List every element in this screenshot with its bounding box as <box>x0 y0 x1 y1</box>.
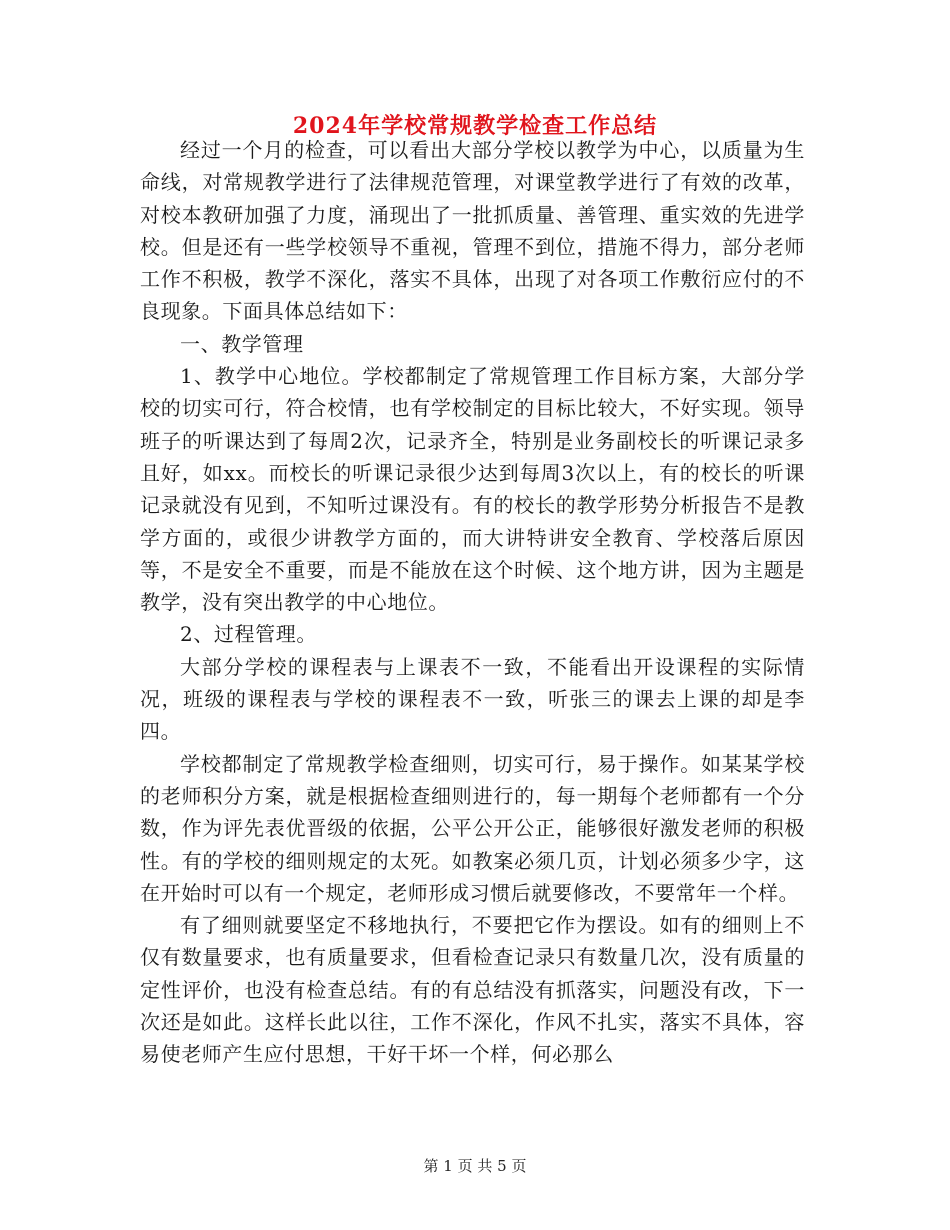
paragraph: 学校都制定了常规教学检查细则，切实可行，易于操作。如某某学校的老师积分方案，就是根据检查细则进行的，每一期每个老师都有一个分数，作为评先表优晋级的依据，公平公开公正，能够很好激发老师的积极性。有的学校的细则规定的太死。如教案必须几页，计划必须多少字，这在开始时可以有一个规定，老师形成习惯后就要修改，不要常年一个样。 <box>140 751 805 905</box>
subsection-heading: 2、过程管理。 <box>180 622 317 647</box>
section-heading: 一、教学管理 <box>180 331 304 356</box>
paragraph: 1、教学中心地位。学校都制定了常规管理工作目标方案，大部分学校的切实可行，符合校情，也有学校制定的目标比较大，不好实现。领导班子的听课达到了每周2次，记录齐全，特别是业务副校长的听课记录多且好，如xx。而校长的听课记录很少达到每周3次以上，有的校长的听课记录就没有见到，不知听过课没有。有的校长的教学形势分析报告不是教学方面的，或很少讲教学方面的，而大讲特讲安全教育、学校落后原因等，不是安全不重要，而是不能放在这个时候、这个地方讲，因为主题是教学，没有突出教学的中心地位。 <box>140 364 805 615</box>
document-body <box>140 134 805 1071</box>
document-title: 2024年学校常规教学检查工作总结 <box>292 113 658 139</box>
paragraph: 大部分学校的课程表与上课表不一致，不能看出开设课程的实际情况，班级的课程表与学校的课程表不一致，听张三的课去上课的却是李四。 <box>140 654 805 744</box>
paragraph: 有了细则就要坚定不移地执行，不要把它作为摆设。如有的细则上不仅有数量要求，也有质量要求，但看检查记录只有数量几次，没有质量的定性评价，也没有检查总结。有的有总结没有抓落实，问题没有改，下一次还是如此。这样长此以往，工作不深化，作风不扎实，落实不具体，容易使老师产生应付思想，干好干坏一个样，何必那么 <box>140 913 805 1067</box>
paragraph-intro: 经过一个月的检查，可以看出大部分学校以教学为中心，以质量为生命线，对常规教学进行了法律规范管理，对课堂教学进行了有效的改革，对校本教研加强了力度，涌现出了一批抓质量、善管理、重实效的先进学校。但是还有一些学校领导不重视，管理不到位，措施不得力，部分老师工作不积极，教学不深化，落实不具体，出现了对各项工作敷衍应付的不良现象。下面具体总结如下： <box>140 138 805 324</box>
page-footer: 第 1 页 共 5 页 <box>423 1157 527 1175</box>
